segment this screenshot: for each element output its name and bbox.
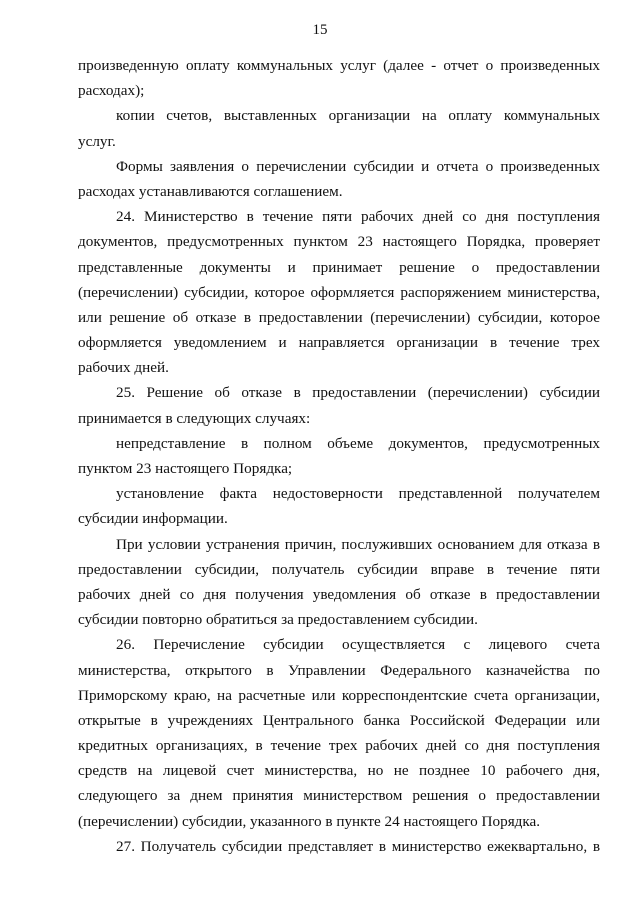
text-line: кредитных организациях, в течение трех рабочих дней со дня поступления — [78, 737, 600, 755]
text-line: При условии устранения причин, послуживших основанием для отказа в — [116, 535, 600, 553]
text-line: министерства, открытого в Управлении Федерального казначейства по — [78, 661, 600, 679]
document-body — [78, 53, 600, 859]
text-line: расходах устанавливаются соглашением. — [78, 182, 343, 200]
text-line: предоставлении субсидии, получатель субсидии вправе в течение пяти — [78, 560, 600, 578]
text-line: документов, предусмотренных пунктом 23 настоящего Порядка, проверяет — [78, 233, 600, 251]
page-number: 15 — [312, 22, 328, 38]
text-line: пунктом 23 настоящего Порядка; — [78, 460, 293, 477]
text-line: или решение об отказе в предоставлении (перечислении) субсидии, которое — [78, 308, 600, 326]
text-line: услуг. — [78, 132, 116, 150]
text-line: открытые в учреждениях Центрального банка Российской Федерации или — [78, 711, 600, 729]
text-line: средств на лицевой счет министерства, но не позднее 10 рабочего дня, — [78, 762, 600, 780]
text-line: (перечислении) субсидии, указанного в пункте 24 настоящего Порядка. — [78, 812, 541, 830]
text-line: 25. Решение об отказе в предоставлении (перечислении) субсидии — [116, 384, 600, 402]
text-line: рабочих дней. — [78, 359, 169, 377]
text-line: (перечислении) субсидии, которое оформляется распоряжением министерства, — [78, 283, 600, 301]
text-line: копии счетов, выставленных организации на оплату коммунальных — [116, 107, 600, 125]
text-line: 27. Получатель субсидии представляет в министерство ежеквартально, в — [116, 837, 600, 855]
text-line: субсидии информации. — [78, 510, 228, 528]
text-line: рабочих дней со дня получения уведомления об отказе в предоставлении — [78, 585, 600, 603]
text-line: произведенную оплату коммунальных услуг (далее - отчет о произведенных — [78, 57, 600, 74]
text-line: Приморскому краю, на расчетные или корреспондентские счета организации, — [78, 686, 600, 704]
text-line: представленные документы и принимает решение о предоставлении — [78, 258, 600, 276]
text-line: 24. Министерство в течение пяти рабочих дней со дня поступления — [116, 208, 600, 226]
text-line: непредставление в полном объеме документов, предусмотренных — [116, 434, 600, 452]
text-line: установление факта недостоверности представленной получателем — [116, 485, 600, 503]
text-line: принимается в следующих случаях: — [78, 409, 311, 427]
text-line: субсидии повторно обратиться за предоставлением субсидии. — [78, 611, 478, 629]
text-line: следующего за днем принятия министерством решения о предоставлении — [78, 787, 600, 805]
text-line: 26. Перечисление субсидии осуществляется с лицевого счета — [116, 636, 600, 654]
text-line: расходах); — [78, 82, 145, 100]
text-line: Формы заявления о перечислении субсидии и отчета о произведенных — [116, 157, 600, 175]
text-line: оформляется уведомлением и направляется организации в течение трех — [78, 334, 600, 352]
